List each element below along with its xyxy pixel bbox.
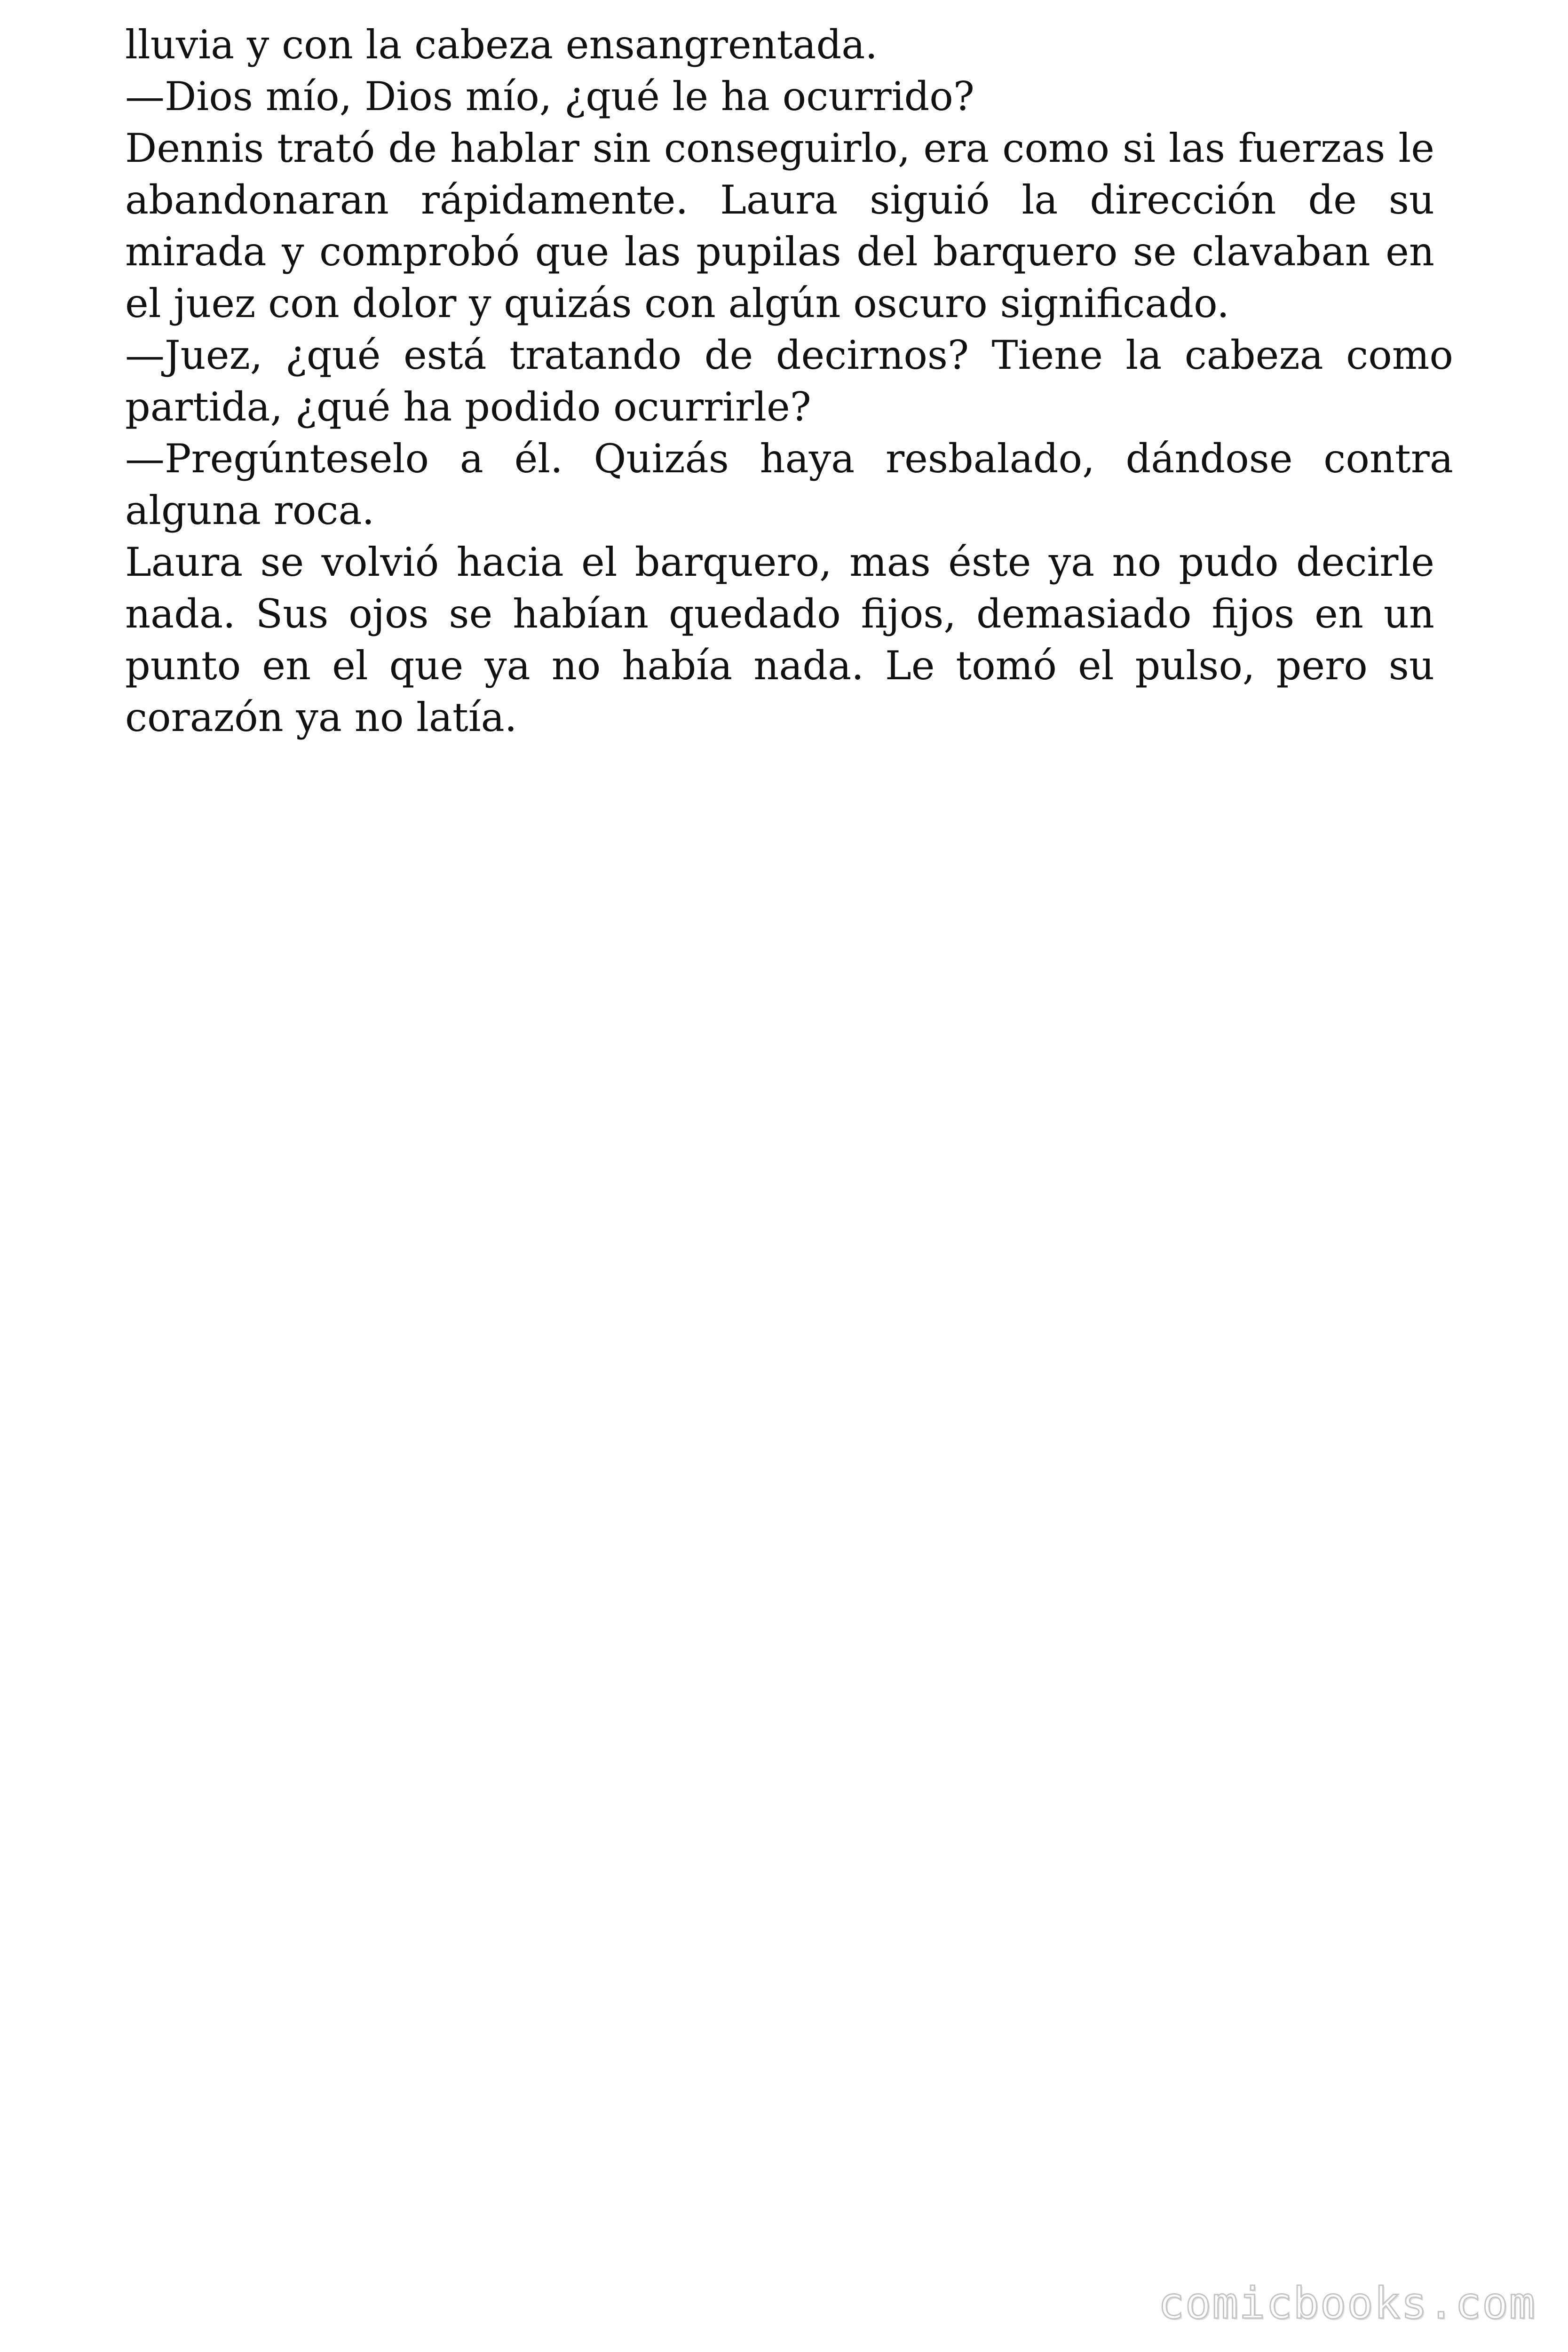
dialogue-line: —Dios mío, Dios mío, ¿qué le ha ocurrido? (125, 73, 974, 119)
dialogue-line: —Pregúnteselo a él. Quizás haya resbalado, dándose contra alguna roca. (125, 436, 1453, 533)
paragraph: Dennis trató de hablar sin conseguirlo, era como si las fuerzas le abandonaran rápidamente. Laura siguió la dirección de su mirada y comprobó que las pupilas del barquero se clavaban en el juez con dolor y quizás con algún oscuro significado. (125, 125, 1434, 326)
dialogue-line: —Juez, ¿qué está tratando de decirnos? Tiene la cabeza como partida, ¿qué ha podido ocurrirle? (125, 332, 1453, 430)
watermark: comicbooks.com (1158, 2278, 1536, 2328)
paragraph: lluvia y con la cabeza ensangrentada. (125, 22, 878, 68)
paragraph: Laura se volvió hacia el barquero, mas éste ya no pudo decirle nada. Sus ojos se habían quedado fijos, demasiado fijos en un punto en el que ya no había nada. Le tomó el pulso, pero su corazón ya no latía. (125, 539, 1434, 740)
body-text (125, 19, 1453, 743)
